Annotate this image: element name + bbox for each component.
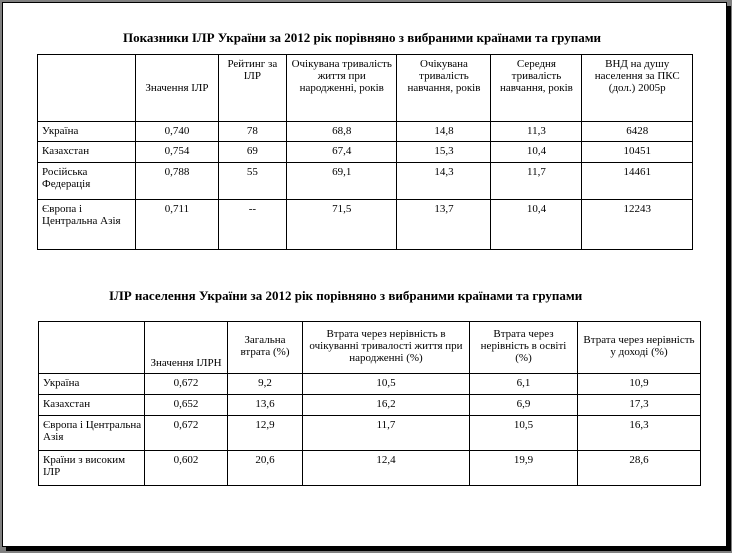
cell-gni-per-capita: 14461	[582, 163, 693, 200]
cell-hdi-rank: 69	[218, 142, 286, 163]
cell-hdi-value: 0,754	[136, 142, 219, 163]
header-life-expectancy: Очікувана тривалість життя при народженні, років	[286, 55, 397, 122]
cell-life-expectancy: 69,1	[286, 163, 397, 200]
header-expected-schooling: Очікувана тривалість навчання, років	[397, 55, 491, 122]
cell-overall-loss: 13,6	[228, 395, 303, 416]
cell-hdi-value: 0,788	[136, 163, 219, 200]
table-row	[38, 122, 693, 142]
cell-education-loss: 19,9	[470, 451, 578, 486]
header-hdi-rank: Рейтинг за ІЛР	[218, 55, 286, 122]
table-row	[39, 395, 701, 416]
table2-title: ІЛР населення України за 2012 рік порівняно з вибраними країнами та групами	[109, 288, 583, 303]
cell-hdi-value: 0,740	[136, 122, 219, 142]
cell-gni-per-capita: 12243	[582, 200, 693, 250]
cell-overall-loss: 12,9	[228, 416, 303, 451]
cell-life-expectancy-loss: 12,4	[303, 451, 470, 486]
cell-overall-loss: 20,6	[228, 451, 303, 486]
cell-mean-schooling: 10,4	[491, 200, 582, 250]
cell-hdi-rank: --	[218, 200, 286, 250]
cell-life-expectancy-loss: 16,2	[303, 395, 470, 416]
row-country: Країни з високим ІЛР	[39, 451, 145, 486]
table-header-row	[39, 322, 701, 374]
cell-mean-schooling: 10,4	[491, 142, 582, 163]
cell-income-loss: 16,3	[578, 416, 701, 451]
row-country: Україна	[39, 374, 145, 395]
cell-overall-loss: 9,2	[228, 374, 303, 395]
cell-ihdi-value: 0,672	[145, 416, 228, 451]
row-country: Російська Федерація	[38, 163, 136, 200]
hdi-indicators-table	[37, 54, 693, 250]
table-row	[38, 142, 693, 163]
table-row	[39, 374, 701, 395]
cell-ihdi-value: 0,672	[145, 374, 228, 395]
row-country: Європа і Центральна Азія	[39, 416, 145, 451]
cell-education-loss: 6,1	[470, 374, 578, 395]
row-country: Європа і Центральна Азія	[38, 200, 136, 250]
cell-income-loss: 28,6	[578, 451, 701, 486]
header-mean-schooling: Середня тривалість навчання, років	[491, 55, 582, 122]
row-country: Казахстан	[39, 395, 145, 416]
table1-title: Показники ІЛР України за 2012 рік порівняно з вибраними країнами та групами	[123, 30, 602, 45]
header-gni-per-capita: ВНД на душу населення за ПКС (дол.) 2005р	[582, 55, 693, 122]
cell-life-expectancy-loss: 10,5	[303, 374, 470, 395]
cell-mean-schooling: 11,3	[491, 122, 582, 142]
table-row	[39, 451, 701, 486]
header-life-expectancy-loss: Втрата через нерівність в очікуванні тривалості життя при народженні (%)	[303, 322, 470, 374]
cell-life-expectancy: 68,8	[286, 122, 397, 142]
header-education-loss: Втрата через нерівність в освіті (%)	[470, 322, 578, 374]
header-hdi-value: Значення ІЛР	[136, 55, 219, 122]
table-row	[39, 416, 701, 451]
table-header-row	[38, 55, 693, 122]
cell-life-expectancy-loss: 11,7	[303, 416, 470, 451]
cell-hdi-value: 0,711	[136, 200, 219, 250]
cell-expected-schooling: 15,3	[397, 142, 491, 163]
cell-mean-schooling: 11,7	[491, 163, 582, 200]
header-income-loss: Втрата через нерівність у доході (%)	[578, 322, 701, 374]
cell-income-loss: 17,3	[578, 395, 701, 416]
header-ihdi-value: Значення ІЛРН	[145, 322, 228, 374]
header-overall-loss: Загальна втрата (%)	[228, 322, 303, 374]
cell-gni-per-capita: 10451	[582, 142, 693, 163]
cell-life-expectancy: 67,4	[286, 142, 397, 163]
ihdi-table	[38, 321, 701, 486]
table-row	[38, 200, 693, 250]
header-cell-empty	[38, 55, 136, 122]
cell-income-loss: 10,9	[578, 374, 701, 395]
cell-hdi-rank: 78	[218, 122, 286, 142]
cell-ihdi-value: 0,652	[145, 395, 228, 416]
row-country: Україна	[38, 122, 136, 142]
cell-education-loss: 10,5	[470, 416, 578, 451]
cell-life-expectancy: 71,5	[286, 200, 397, 250]
cell-ihdi-value: 0,602	[145, 451, 228, 486]
cell-expected-schooling: 14,8	[397, 122, 491, 142]
cell-gni-per-capita: 6428	[582, 122, 693, 142]
table-row	[38, 163, 693, 200]
cell-hdi-rank: 55	[218, 163, 286, 200]
document-page	[2, 2, 727, 547]
cell-education-loss: 6,9	[470, 395, 578, 416]
header-cell-empty	[39, 322, 145, 374]
row-country: Казахстан	[38, 142, 136, 163]
cell-expected-schooling: 14,3	[397, 163, 491, 200]
cell-expected-schooling: 13,7	[397, 200, 491, 250]
